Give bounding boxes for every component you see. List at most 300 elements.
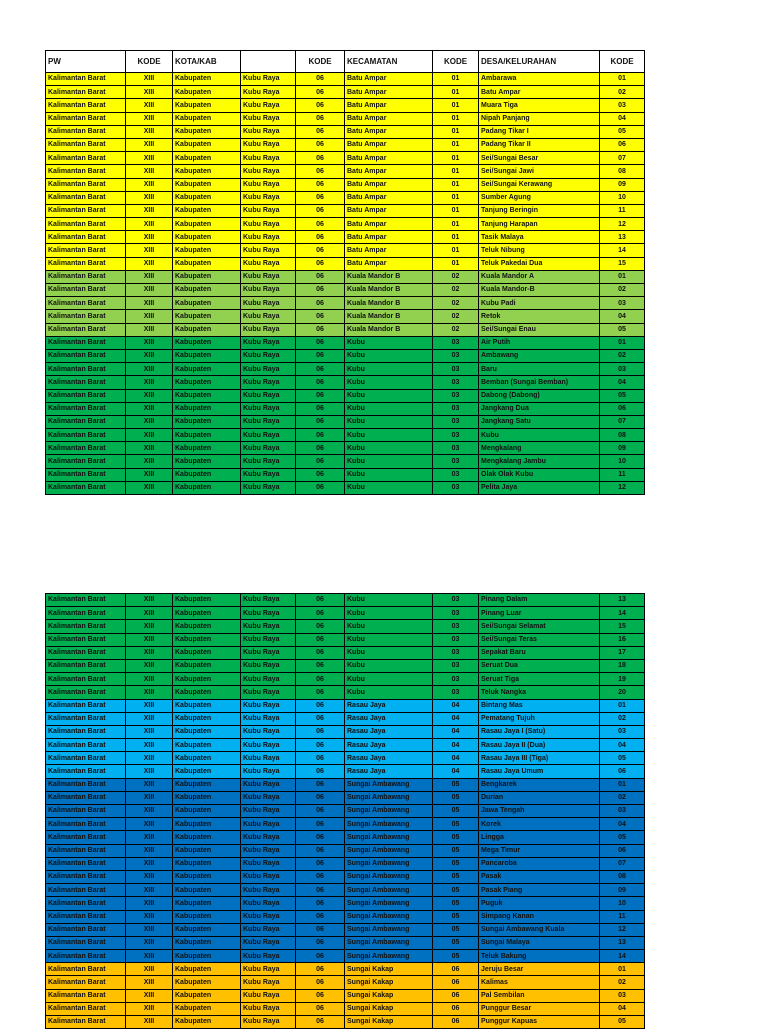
cell-kota-name: Kubu Raya — [241, 673, 296, 686]
cell-kode-kota: 06 — [296, 376, 345, 389]
cell-kode-kota: 06 — [296, 270, 345, 283]
cell-kota-name: Kubu Raya — [241, 1002, 296, 1015]
cell-kode-pw: XIII — [126, 739, 173, 752]
table-row — [46, 178, 645, 191]
cell-kode-kota: 06 — [296, 336, 345, 349]
cell-kecamatan: Sungai Ambawang — [345, 950, 433, 963]
cell-kode-desa: 02 — [600, 976, 645, 989]
cell-kecamatan: Kuala Mandor B — [345, 284, 433, 297]
cell-kode-kecamatan: 03 — [433, 442, 479, 455]
cell-kota-name: Kubu Raya — [241, 857, 296, 870]
cell-pw: Kalimantan Barat — [46, 752, 126, 765]
cell-pw: Kalimantan Barat — [46, 646, 126, 659]
cell-kota-kab: Kabupaten — [173, 725, 241, 738]
cell-kode-kota: 06 — [296, 923, 345, 936]
cell-kode-kecamatan: 03 — [433, 468, 479, 481]
cell-kode-kecamatan: 01 — [433, 244, 479, 257]
header-kode-desa: KODE — [600, 51, 645, 73]
cell-kode-kecamatan: 03 — [433, 336, 479, 349]
cell-pw: Kalimantan Barat — [46, 699, 126, 712]
cell-kode-kota: 06 — [296, 349, 345, 362]
table-row — [46, 270, 645, 283]
cell-kota-kab: Kabupaten — [173, 686, 241, 699]
table-row — [46, 376, 645, 389]
cell-desa-kelurahan: Pasak — [479, 870, 600, 883]
cell-kode-desa: 01 — [600, 270, 645, 283]
cell-kode-desa: 06 — [600, 402, 645, 415]
cell-kota-name: Kubu Raya — [241, 468, 296, 481]
cell-kode-pw: XIII — [126, 244, 173, 257]
cell-desa-kelurahan: Sei/Sungai Selamat — [479, 620, 600, 633]
cell-kecamatan: Batu Ampar — [345, 99, 433, 112]
cell-kota-name: Kubu Raya — [241, 936, 296, 949]
table-row — [46, 99, 645, 112]
cell-pw: Kalimantan Barat — [46, 791, 126, 804]
cell-kota-name: Kubu Raya — [241, 178, 296, 191]
cell-kota-name: Kubu Raya — [241, 165, 296, 178]
cell-kode-kota: 06 — [296, 99, 345, 112]
cell-kode-desa: 20 — [600, 686, 645, 699]
cell-pw: Kalimantan Barat — [46, 270, 126, 283]
cell-kode-desa: 07 — [600, 857, 645, 870]
cell-kota-kab: Kabupaten — [173, 152, 241, 165]
cell-desa-kelurahan: Teluk Nibung — [479, 244, 600, 257]
cell-kota-kab: Kabupaten — [173, 349, 241, 362]
cell-kode-pw: XIII — [126, 1002, 173, 1015]
cell-kota-name: Kubu Raya — [241, 204, 296, 217]
cell-kode-kota: 06 — [296, 1016, 345, 1029]
cell-kode-kota: 06 — [296, 284, 345, 297]
cell-kota-kab: Kabupaten — [173, 712, 241, 725]
cell-kode-kecamatan: 03 — [433, 349, 479, 362]
cell-kode-pw: XIII — [126, 336, 173, 349]
cell-desa-kelurahan: Tasik Malaya — [479, 231, 600, 244]
cell-pw: Kalimantan Barat — [46, 323, 126, 336]
cell-kota-name: Kubu Raya — [241, 976, 296, 989]
table-row — [46, 791, 645, 804]
cell-kode-pw: XIII — [126, 989, 173, 1002]
cell-kode-desa: 05 — [600, 323, 645, 336]
cell-kecamatan: Kubu — [345, 402, 433, 415]
table-row — [46, 686, 645, 699]
cell-desa-kelurahan: Baru — [479, 363, 600, 376]
cell-kode-pw: XIII — [126, 818, 173, 831]
cell-kota-name: Kubu Raya — [241, 659, 296, 672]
cell-kota-name: Kubu Raya — [241, 884, 296, 897]
cell-pw: Kalimantan Barat — [46, 712, 126, 725]
cell-kota-name: Kubu Raya — [241, 791, 296, 804]
cell-kode-pw: XIII — [126, 257, 173, 270]
cell-kota-kab: Kabupaten — [173, 646, 241, 659]
cell-kota-kab: Kabupaten — [173, 165, 241, 178]
cell-kode-pw: XIII — [126, 646, 173, 659]
cell-kode-pw: XIII — [126, 204, 173, 217]
cell-kota-name: Kubu Raya — [241, 620, 296, 633]
cell-kode-pw: XIII — [126, 152, 173, 165]
cell-kode-kota: 06 — [296, 976, 345, 989]
cell-kota-name: Kubu Raya — [241, 910, 296, 923]
cell-kode-pw: XIII — [126, 138, 173, 151]
cell-kota-kab: Kabupaten — [173, 270, 241, 283]
cell-kode-pw: XIII — [126, 99, 173, 112]
cell-kode-desa: 11 — [600, 468, 645, 481]
cell-kota-kab: Kabupaten — [173, 659, 241, 672]
cell-kota-kab: Kabupaten — [173, 791, 241, 804]
cell-kode-kecamatan: 04 — [433, 739, 479, 752]
table-row — [46, 976, 645, 989]
cell-desa-kelurahan: Kalimas — [479, 976, 600, 989]
cell-kode-desa: 06 — [600, 765, 645, 778]
cell-kecamatan: Kubu — [345, 620, 433, 633]
cell-kota-name: Kubu Raya — [241, 363, 296, 376]
cell-kota-kab: Kabupaten — [173, 857, 241, 870]
cell-desa-kelurahan: Pancaroba — [479, 857, 600, 870]
cell-kode-kecamatan: 01 — [433, 178, 479, 191]
cell-desa-kelurahan: Puguk — [479, 897, 600, 910]
cell-kecamatan: Kubu — [345, 633, 433, 646]
cell-kode-kecamatan: 03 — [433, 686, 479, 699]
cell-kode-pw: XIII — [126, 191, 173, 204]
cell-kota-kab: Kabupaten — [173, 976, 241, 989]
cell-kecamatan: Kubu — [345, 594, 433, 607]
cell-pw: Kalimantan Barat — [46, 415, 126, 428]
cell-kode-pw: XIII — [126, 870, 173, 883]
cell-kode-kota: 06 — [296, 244, 345, 257]
cell-kode-pw: XIII — [126, 86, 173, 99]
cell-desa-kelurahan: Pasak Piang — [479, 884, 600, 897]
cell-kecamatan: Kubu — [345, 481, 433, 494]
cell-kota-name: Kubu Raya — [241, 86, 296, 99]
cell-kecamatan: Sungai Ambawang — [345, 857, 433, 870]
cell-kota-name: Kubu Raya — [241, 257, 296, 270]
cell-kode-pw: XIII — [126, 923, 173, 936]
cell-kode-kecamatan: 04 — [433, 712, 479, 725]
cell-kota-name: Kubu Raya — [241, 1016, 296, 1029]
cell-desa-kelurahan: Kuala Mandor A — [479, 270, 600, 283]
cell-kode-pw: XIII — [126, 376, 173, 389]
cell-kota-kab: Kabupaten — [173, 936, 241, 949]
cell-kota-kab: Kabupaten — [173, 778, 241, 791]
cell-desa-kelurahan: Tanjung Harapan — [479, 218, 600, 231]
cell-kode-kota: 06 — [296, 415, 345, 428]
cell-desa-kelurahan: Pinang Dalam — [479, 594, 600, 607]
cell-kode-pw: XIII — [126, 752, 173, 765]
cell-kode-desa: 02 — [600, 284, 645, 297]
header-row — [46, 51, 645, 73]
cell-kode-kecamatan: 03 — [433, 607, 479, 620]
cell-desa-kelurahan: Ambawang — [479, 349, 600, 362]
cell-desa-kelurahan: Punggur Kapuas — [479, 1016, 600, 1029]
cell-kode-pw: XIII — [126, 125, 173, 138]
cell-kode-pw: XIII — [126, 884, 173, 897]
cell-desa-kelurahan: Durian — [479, 791, 600, 804]
cell-pw: Kalimantan Barat — [46, 86, 126, 99]
cell-desa-kelurahan: Lingga — [479, 831, 600, 844]
cell-kode-kota: 06 — [296, 402, 345, 415]
cell-desa-kelurahan: Padang Tikar II — [479, 138, 600, 151]
cell-kode-pw: XIII — [126, 910, 173, 923]
cell-kode-desa: 03 — [600, 297, 645, 310]
table-row — [46, 923, 645, 936]
cell-pw: Kalimantan Barat — [46, 284, 126, 297]
cell-kode-kecamatan: 01 — [433, 257, 479, 270]
cell-pw: Kalimantan Barat — [46, 231, 126, 244]
cell-kota-kab: Kabupaten — [173, 481, 241, 494]
cell-desa-kelurahan: Mega Timur — [479, 844, 600, 857]
cell-kota-name: Kubu Raya — [241, 402, 296, 415]
cell-kode-desa: 01 — [600, 778, 645, 791]
cell-desa-kelurahan: Jawa Tengah — [479, 805, 600, 818]
cell-kota-kab: Kabupaten — [173, 231, 241, 244]
cell-kode-kecamatan: 05 — [433, 936, 479, 949]
cell-kota-kab: Kabupaten — [173, 607, 241, 620]
cell-kode-kecamatan: 03 — [433, 659, 479, 672]
cell-kode-desa: 05 — [600, 125, 645, 138]
cell-kota-name: Kubu Raya — [241, 231, 296, 244]
cell-kode-kecamatan: 02 — [433, 323, 479, 336]
cell-desa-kelurahan: Rasau Jaya I (Satu) — [479, 725, 600, 738]
cell-kode-desa: 09 — [600, 178, 645, 191]
table-row — [46, 778, 645, 791]
table-row — [46, 244, 645, 257]
table-row — [46, 620, 645, 633]
cell-kode-kecamatan: 05 — [433, 831, 479, 844]
cell-kode-pw: XIII — [126, 594, 173, 607]
table-row — [46, 336, 645, 349]
cell-kota-name: Kubu Raya — [241, 699, 296, 712]
cell-kota-name: Kubu Raya — [241, 112, 296, 125]
cell-kecamatan: Sungai Ambawang — [345, 936, 433, 949]
cell-kota-kab: Kabupaten — [173, 73, 241, 86]
cell-kode-desa: 06 — [600, 844, 645, 857]
cell-kode-kota: 06 — [296, 165, 345, 178]
cell-pw: Kalimantan Barat — [46, 125, 126, 138]
table-row — [46, 844, 645, 857]
cell-kode-kota: 06 — [296, 152, 345, 165]
cell-kode-kota: 06 — [296, 468, 345, 481]
cell-kota-kab: Kabupaten — [173, 831, 241, 844]
cell-kode-desa: 14 — [600, 244, 645, 257]
cell-pw: Kalimantan Barat — [46, 257, 126, 270]
table-row — [46, 112, 645, 125]
cell-kode-kecamatan: 04 — [433, 765, 479, 778]
cell-kode-kota: 06 — [296, 442, 345, 455]
cell-kode-kota: 06 — [296, 673, 345, 686]
cell-desa-kelurahan: Korek — [479, 818, 600, 831]
cell-kode-desa: 05 — [600, 752, 645, 765]
cell-kecamatan: Batu Ampar — [345, 178, 433, 191]
cell-kode-desa: 02 — [600, 86, 645, 99]
cell-kota-kab: Kabupaten — [173, 673, 241, 686]
cell-kota-name: Kubu Raya — [241, 284, 296, 297]
cell-kode-kecamatan: 02 — [433, 284, 479, 297]
table-row — [46, 607, 645, 620]
cell-kode-kecamatan: 04 — [433, 699, 479, 712]
cell-pw: Kalimantan Barat — [46, 73, 126, 86]
cell-kota-kab: Kabupaten — [173, 923, 241, 936]
cell-kode-desa: 02 — [600, 349, 645, 362]
cell-kode-kecamatan: 03 — [433, 455, 479, 468]
cell-desa-kelurahan: Rasau Jaya III (Tiga) — [479, 752, 600, 765]
cell-kode-kota: 06 — [296, 323, 345, 336]
cell-desa-kelurahan: Dabong (Dabong) — [479, 389, 600, 402]
cell-kode-pw: XIII — [126, 633, 173, 646]
cell-kota-kab: Kabupaten — [173, 897, 241, 910]
cell-kota-name: Kubu Raya — [241, 270, 296, 283]
cell-kecamatan: Batu Ampar — [345, 86, 433, 99]
table-row — [46, 831, 645, 844]
cell-kode-kecamatan: 03 — [433, 415, 479, 428]
cell-kota-kab: Kabupaten — [173, 884, 241, 897]
cell-pw: Kalimantan Barat — [46, 910, 126, 923]
cell-kecamatan: Kubu — [345, 349, 433, 362]
cell-kode-pw: XIII — [126, 673, 173, 686]
cell-kota-kab: Kabupaten — [173, 323, 241, 336]
cell-kecamatan: Batu Ampar — [345, 125, 433, 138]
cell-kota-name: Kubu Raya — [241, 897, 296, 910]
cell-kode-desa: 02 — [600, 791, 645, 804]
cell-kecamatan: Sungai Ambawang — [345, 844, 433, 857]
cell-kota-name: Kubu Raya — [241, 950, 296, 963]
cell-kode-kecamatan: 05 — [433, 857, 479, 870]
table-row — [46, 389, 645, 402]
cell-kode-kota: 06 — [296, 125, 345, 138]
cell-kode-pw: XIII — [126, 112, 173, 125]
table-row — [46, 442, 645, 455]
cell-kode-kota: 06 — [296, 218, 345, 231]
cell-desa-kelurahan: Bintang Mas — [479, 699, 600, 712]
cell-pw: Kalimantan Barat — [46, 594, 126, 607]
cell-pw: Kalimantan Barat — [46, 659, 126, 672]
cell-pw: Kalimantan Barat — [46, 481, 126, 494]
cell-kecamatan: Sungai Ambawang — [345, 884, 433, 897]
cell-pw: Kalimantan Barat — [46, 870, 126, 883]
cell-kota-kab: Kabupaten — [173, 86, 241, 99]
table-row — [46, 165, 645, 178]
cell-kode-kota: 06 — [296, 310, 345, 323]
cell-kode-kecamatan: 06 — [433, 1016, 479, 1029]
cell-desa-kelurahan: Punggur Besar — [479, 1002, 600, 1015]
cell-pw: Kalimantan Barat — [46, 310, 126, 323]
cell-kode-pw: XIII — [126, 607, 173, 620]
cell-desa-kelurahan: Olak Olak Kubu — [479, 468, 600, 481]
table-row — [46, 870, 645, 883]
table-row — [46, 897, 645, 910]
table-row — [46, 739, 645, 752]
cell-kota-name: Kubu Raya — [241, 376, 296, 389]
cell-kota-name: Kubu Raya — [241, 686, 296, 699]
cell-kode-pw: XIII — [126, 699, 173, 712]
cell-kode-kota: 06 — [296, 831, 345, 844]
cell-kecamatan: Sungai Ambawang — [345, 791, 433, 804]
cell-kecamatan: Sungai Ambawang — [345, 778, 433, 791]
cell-kode-kota: 06 — [296, 659, 345, 672]
cell-kota-kab: Kabupaten — [173, 844, 241, 857]
cell-pw: Kalimantan Barat — [46, 389, 126, 402]
cell-pw: Kalimantan Barat — [46, 950, 126, 963]
cell-kecamatan: Sungai Kakap — [345, 1016, 433, 1029]
cell-kode-pw: XIII — [126, 415, 173, 428]
cell-kode-pw: XIII — [126, 778, 173, 791]
table-row — [46, 805, 645, 818]
cell-kode-desa: 14 — [600, 607, 645, 620]
cell-kota-name: Kubu Raya — [241, 99, 296, 112]
cell-kota-name: Kubu Raya — [241, 739, 296, 752]
cell-kode-kota: 06 — [296, 752, 345, 765]
cell-kode-kecamatan: 03 — [433, 363, 479, 376]
table-row — [46, 725, 645, 738]
cell-kode-kecamatan: 04 — [433, 752, 479, 765]
cell-kota-name: Kubu Raya — [241, 415, 296, 428]
cell-pw: Kalimantan Barat — [46, 923, 126, 936]
cell-pw: Kalimantan Barat — [46, 349, 126, 362]
cell-kode-kota: 06 — [296, 791, 345, 804]
cell-desa-kelurahan: Rasau Jaya II (Dua) — [479, 739, 600, 752]
cell-pw: Kalimantan Barat — [46, 204, 126, 217]
cell-kode-desa: 08 — [600, 429, 645, 442]
table-body-top — [46, 73, 645, 495]
cell-kode-kecamatan: 01 — [433, 73, 479, 86]
cell-kode-kecamatan: 03 — [433, 376, 479, 389]
cell-kode-desa: 15 — [600, 257, 645, 270]
cell-kode-kota: 06 — [296, 805, 345, 818]
cell-kode-kota: 06 — [296, 297, 345, 310]
cell-kode-pw: XIII — [126, 950, 173, 963]
cell-pw: Kalimantan Barat — [46, 178, 126, 191]
cell-kode-desa: 13 — [600, 231, 645, 244]
cell-pw: Kalimantan Barat — [46, 725, 126, 738]
cell-kode-kecamatan: 05 — [433, 910, 479, 923]
cell-kecamatan: Sungai Ambawang — [345, 818, 433, 831]
cell-desa-kelurahan: Jangkang Dua — [479, 402, 600, 415]
cell-kecamatan: Kubu — [345, 659, 433, 672]
cell-pw: Kalimantan Barat — [46, 138, 126, 151]
cell-kode-kecamatan: 03 — [433, 402, 479, 415]
cell-kota-name: Kubu Raya — [241, 712, 296, 725]
cell-kota-name: Kubu Raya — [241, 778, 296, 791]
cell-kecamatan: Kubu — [345, 389, 433, 402]
cell-desa-kelurahan: Teluk Nangka — [479, 686, 600, 699]
cell-kecamatan: Kubu — [345, 442, 433, 455]
cell-kecamatan: Sungai Kakap — [345, 989, 433, 1002]
cell-kode-kota: 06 — [296, 429, 345, 442]
cell-kota-name: Kubu Raya — [241, 805, 296, 818]
region-table-bottom — [45, 593, 645, 1029]
cell-kota-kab: Kabupaten — [173, 284, 241, 297]
cell-kode-pw: XIII — [126, 363, 173, 376]
cell-kecamatan: Batu Ampar — [345, 138, 433, 151]
table-row — [46, 468, 645, 481]
cell-kode-desa: 03 — [600, 989, 645, 1002]
table-row — [46, 765, 645, 778]
cell-kota-name: Kubu Raya — [241, 752, 296, 765]
cell-desa-kelurahan: Retok — [479, 310, 600, 323]
cell-kecamatan: Sungai Ambawang — [345, 910, 433, 923]
cell-kota-name: Kubu Raya — [241, 297, 296, 310]
cell-kode-kecamatan: 02 — [433, 297, 479, 310]
header-desa-kelurahan: DESA/KELURAHAN — [479, 51, 600, 73]
cell-kode-pw: XIII — [126, 349, 173, 362]
cell-kode-pw: XIII — [126, 725, 173, 738]
cell-kode-kecamatan: 02 — [433, 310, 479, 323]
cell-pw: Kalimantan Barat — [46, 442, 126, 455]
cell-desa-kelurahan: Pinang Luar — [479, 607, 600, 620]
cell-pw: Kalimantan Barat — [46, 297, 126, 310]
cell-pw: Kalimantan Barat — [46, 1016, 126, 1029]
cell-desa-kelurahan: Seruat Tiga — [479, 673, 600, 686]
cell-kode-desa: 03 — [600, 363, 645, 376]
table-row — [46, 963, 645, 976]
